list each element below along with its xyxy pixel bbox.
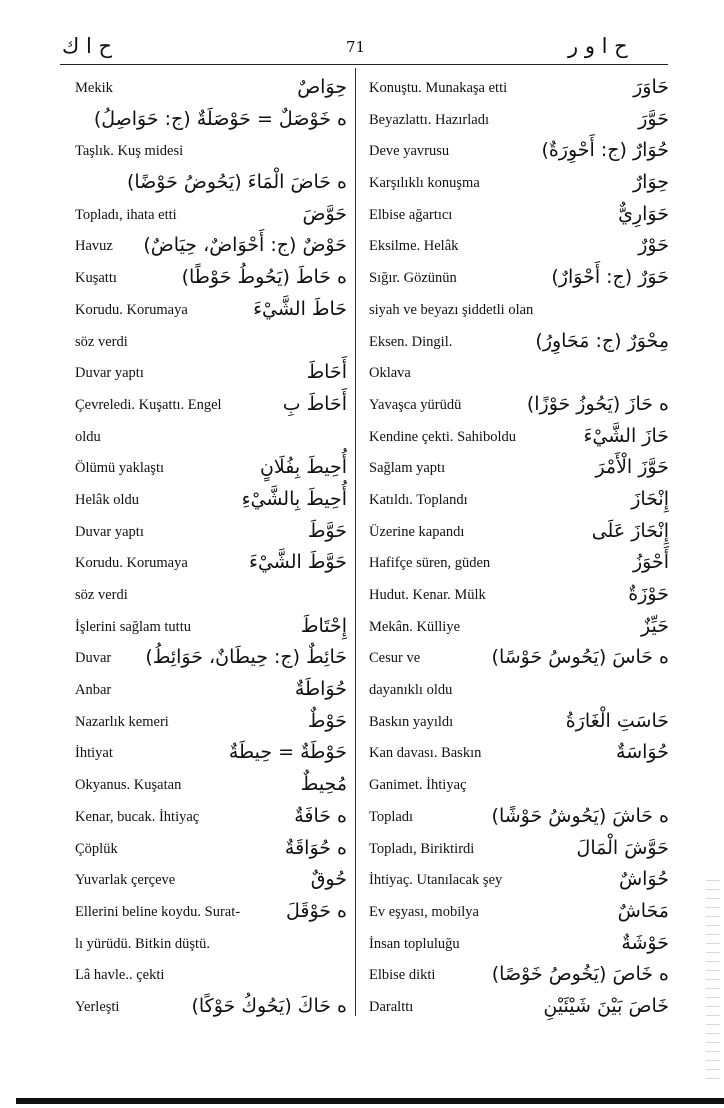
arabic-headword: حَيِّزٌ xyxy=(641,614,669,637)
turkish-meaning: Üzerine kapandı xyxy=(369,523,465,540)
dictionary-entry xyxy=(369,932,669,964)
dictionary-entry xyxy=(75,868,347,900)
right-column xyxy=(369,76,669,1027)
arabic-headword: ه خَوْصَلٌ = حَوْصَلَةٌ (ج: حَوَاصِلُ) xyxy=(93,107,347,130)
turkish-meaning: Korudu. Korumaya xyxy=(75,555,188,572)
turkish-meaning: İşlerini sağlam tuttu xyxy=(75,618,191,635)
dictionary-entry xyxy=(369,203,669,235)
dictionary-entry xyxy=(75,488,347,520)
dictionary-entry xyxy=(75,551,347,583)
bottom-scan-edge xyxy=(16,1098,724,1104)
turkish-meaning: dayanıklı oldu xyxy=(369,682,453,699)
header-left-title: ح ا ك xyxy=(62,34,113,58)
arabic-headword: خَاصَ بَيْنَ شَيْئَيْنِ xyxy=(543,994,669,1017)
dictionary-entry xyxy=(75,741,347,773)
arabic-headword: ه حَوْقَلَ xyxy=(285,899,347,922)
dictionary-entry xyxy=(369,868,669,900)
arabic-headword: حَوَّزَ الْأَمْرَ xyxy=(595,456,669,479)
arabic-headword: أَحْوَزُ xyxy=(632,551,669,574)
dictionary-entry xyxy=(369,425,669,457)
arabic-headword: إِنْحَازَ xyxy=(631,487,669,510)
dictionary-entry xyxy=(75,425,347,457)
dictionary-entry xyxy=(369,234,669,266)
dictionary-entry xyxy=(369,646,669,678)
arabic-headword: حُوَاطَةٌ xyxy=(294,678,347,701)
scan-artifact xyxy=(706,880,720,1080)
turkish-meaning: Ev eşyası, mobilya xyxy=(369,903,479,920)
turkish-meaning: Baskın yayıldı xyxy=(369,713,454,730)
turkish-meaning: Kan davası. Baskın xyxy=(369,745,482,762)
dictionary-entry xyxy=(369,805,669,837)
dictionary-entry xyxy=(75,234,347,266)
page-number: 71 xyxy=(346,38,366,56)
turkish-meaning: Okyanus. Kuşatan xyxy=(75,777,182,794)
arabic-headword: حَوْرٌ xyxy=(638,234,669,257)
header-rule xyxy=(60,64,668,65)
arabic-headword: حِوَاصٌ xyxy=(297,76,347,98)
dictionary-entry xyxy=(369,837,669,869)
dictionary-entry xyxy=(369,995,669,1027)
header-right-title: ح ا و ر xyxy=(568,34,628,58)
turkish-meaning: Elbise dikti xyxy=(369,967,436,984)
turkish-meaning: Kendine çekti. Sahiboldu xyxy=(369,428,516,445)
dictionary-entry xyxy=(369,139,669,171)
arabic-headword: حَاسَتِ الْغَارَةُ xyxy=(565,709,669,732)
dictionary-entry xyxy=(75,361,347,393)
page-header xyxy=(0,34,724,64)
turkish-meaning: söz verdi xyxy=(75,333,128,350)
turkish-meaning: siyah ve beyazı şiddetli olan xyxy=(369,301,534,318)
turkish-meaning: Beyazlattı. Hazırladı xyxy=(369,111,489,128)
turkish-meaning: Sığır. Gözünün xyxy=(369,270,457,287)
dictionary-entry xyxy=(369,678,669,710)
arabic-headword: إِحْتَاطَ xyxy=(300,614,347,637)
turkish-meaning: Mekân. Külliye xyxy=(369,618,461,635)
turkish-meaning: Helâk oldu xyxy=(75,491,140,508)
arabic-headword: ه حَاسَ (يَحُوسُ حَوْسًا) xyxy=(491,646,669,669)
arabic-headword: ه حَاشَ (يَحُوشُ حَوْشًا) xyxy=(491,804,669,827)
turkish-meaning: Katıldı. Toplandı xyxy=(369,491,468,508)
arabic-headword: حَوَارِيٌّ xyxy=(618,202,669,225)
arabic-headword: مَحَاشٌ xyxy=(617,899,669,922)
dictionary-entry xyxy=(369,330,669,362)
turkish-meaning: Deve yavrusu xyxy=(369,143,450,160)
dictionary-entry xyxy=(75,108,347,140)
turkish-meaning: Ganimet. İhtiyaç xyxy=(369,777,467,794)
turkish-meaning: söz verdi xyxy=(75,587,128,603)
arabic-headword: حَوَّشَ الْمَالَ xyxy=(576,836,669,859)
dictionary-entry xyxy=(75,393,347,425)
arabic-headword: حَوْضٌ (ج: أَحْوَاضٌ، حِيَاضٌ) xyxy=(143,234,347,257)
arabic-headword: حَوْشَةٌ xyxy=(621,931,669,954)
turkish-meaning: Havuz xyxy=(75,238,113,255)
dictionary-entry xyxy=(369,108,669,140)
arabic-headword: حَوْزَةٌ xyxy=(628,583,669,605)
dictionary-entry xyxy=(369,456,669,488)
dictionary-entry xyxy=(75,646,347,678)
turkish-meaning: Topladı, Biriktirdi xyxy=(369,840,475,857)
dictionary-entry xyxy=(75,76,347,108)
dictionary-entry xyxy=(369,963,669,995)
turkish-meaning: lı yürüdü. Bitkin düştü. xyxy=(75,935,210,952)
arabic-headword: حُوَاسَةٌ xyxy=(616,741,669,764)
dictionary-entry xyxy=(369,551,669,583)
arabic-headword: حُوَارٌ (ج: أَحْوِرَةٌ) xyxy=(541,139,669,162)
turkish-meaning: Çöplük xyxy=(75,840,118,857)
turkish-meaning: Yerleşti xyxy=(75,998,120,1015)
turkish-meaning: Çevreledi. Kuşattı. Engel xyxy=(75,396,222,413)
turkish-meaning: Daralttı xyxy=(369,998,414,1015)
arabic-headword: أُحِيطَ بِالشَّيْءِ xyxy=(241,487,347,510)
dictionary-entry xyxy=(369,615,669,647)
dictionary-entry xyxy=(75,520,347,552)
arabic-headword: أُحِيطَ بِفُلَانٍ xyxy=(259,456,347,479)
arabic-headword: ه حَاطَ (يَحُوطُ حَوْطًا) xyxy=(181,266,347,289)
arabic-headword: حَوَّرَ xyxy=(638,107,669,130)
left-column xyxy=(75,76,347,1027)
dictionary-entry xyxy=(75,837,347,869)
arabic-headword: حَاطَ الشَّيْءَ xyxy=(253,297,347,320)
turkish-meaning: İnsan topluluğu xyxy=(369,935,460,952)
dictionary-entry xyxy=(75,710,347,742)
dictionary-entry xyxy=(369,76,669,108)
dictionary-entry xyxy=(369,773,669,805)
turkish-meaning: İhtiyaç. Utanılacak şey xyxy=(369,872,503,889)
turkish-meaning: Yuvarlak çerçeve xyxy=(75,872,176,889)
column-divider xyxy=(355,68,356,1016)
arabic-headword: إِنْحَازَ عَلَى xyxy=(591,519,669,542)
dictionary-entry xyxy=(75,266,347,298)
arabic-headword: حَوَّطَ الشَّيْءَ xyxy=(249,551,347,574)
dictionary-entry xyxy=(75,963,347,995)
dictionary-entry xyxy=(75,298,347,330)
turkish-meaning: Korudu. Korumaya xyxy=(75,301,188,318)
dictionary-entry xyxy=(75,805,347,837)
dictionary-entry xyxy=(369,361,669,393)
dictionary-entry xyxy=(75,900,347,932)
arabic-headword: ه حَاضَ الْمَاءَ (يَحُوضُ حَوْضًا) xyxy=(126,171,347,194)
arabic-headword: حُوَاشٌ xyxy=(618,868,669,891)
dictionary-entry xyxy=(369,298,669,330)
turkish-meaning: Duvar yaptı xyxy=(75,523,144,540)
dictionary-entry xyxy=(75,330,347,362)
arabic-headword: ه حَازَ (يَحُوزُ حَوْزًا) xyxy=(526,392,669,415)
arabic-headword: أَحَاطَ xyxy=(306,361,347,384)
dictionary-entry xyxy=(75,678,347,710)
dictionary-entry xyxy=(369,583,669,615)
dictionary-entry xyxy=(369,710,669,742)
arabic-headword: حَازَ الشَّيْءَ xyxy=(583,424,669,447)
dictionary-entry xyxy=(369,266,669,298)
dictionary-entry xyxy=(75,583,347,615)
arabic-headword: أَحَاطَ بِ xyxy=(282,392,347,415)
dictionary-entry xyxy=(75,773,347,805)
turkish-meaning: Anbar xyxy=(75,682,112,699)
turkish-meaning: Eksen. Dingil. xyxy=(369,333,453,350)
arabic-headword: حَوَرٌ (ج: أَحْوَارٌ) xyxy=(551,266,669,289)
turkish-meaning: Duvar yaptı xyxy=(75,365,144,382)
dictionary-entry xyxy=(75,171,347,203)
turkish-meaning: Kenar, bucak. İhtiyaç xyxy=(75,808,200,825)
dictionary-entry xyxy=(369,488,669,520)
dictionary-entry xyxy=(369,741,669,773)
arabic-headword: ه حَاكَ (يَحُوكُ حَوْكًا) xyxy=(191,994,347,1017)
dictionary-entry xyxy=(75,995,347,1027)
arabic-headword: حِوَارٌ xyxy=(632,171,669,194)
arabic-headword: حَوْطٌ xyxy=(307,709,347,732)
turkish-meaning: Topladı, ihata etti xyxy=(75,206,177,223)
arabic-headword: ه حُوَاقَةٌ xyxy=(284,836,347,859)
turkish-meaning: Karşılıklı konuşma xyxy=(369,175,480,192)
arabic-headword: ه حَافَةٌ xyxy=(294,804,347,827)
dictionary-entry xyxy=(369,900,669,932)
turkish-meaning: Hudut. Kenar. Mülk xyxy=(369,587,486,603)
arabic-headword: حَوْطَةٌ = حِيطَةٌ xyxy=(228,741,347,764)
turkish-meaning: Mekik xyxy=(75,80,113,96)
dictionary-entry xyxy=(75,203,347,235)
dictionary-entry xyxy=(75,139,347,171)
arabic-headword: حَوَّضَ xyxy=(302,202,347,225)
arabic-headword: حَائِطٌ (ج: حِيطَانٌ، حَوَائِطُ) xyxy=(145,646,347,669)
dictionary-entry xyxy=(369,520,669,552)
turkish-meaning: Elbise ağartıcı xyxy=(369,206,453,223)
turkish-meaning: Taşlık. Kuş midesi xyxy=(75,143,184,160)
turkish-meaning: Duvar xyxy=(75,650,112,667)
dictionary-entry xyxy=(75,615,347,647)
turkish-meaning: İhtiyat xyxy=(75,745,113,762)
turkish-meaning: Eksilme. Helâk xyxy=(369,238,459,255)
turkish-meaning: Sağlam yaptı xyxy=(369,460,446,477)
turkish-meaning: Nazarlık kemeri xyxy=(75,713,169,730)
turkish-meaning: Yavaşca yürüdü xyxy=(369,396,462,413)
dictionary-entry xyxy=(75,456,347,488)
turkish-meaning: Lâ havle.. çekti xyxy=(75,967,165,984)
turkish-meaning: Ellerini beline koydu. Surat- xyxy=(75,903,241,920)
arabic-headword: حَوَّطَ xyxy=(307,519,347,542)
dictionary-entry xyxy=(369,171,669,203)
turkish-meaning: oldu xyxy=(75,428,101,445)
turkish-meaning: Ölümü yaklaştı xyxy=(75,460,165,477)
turkish-meaning: Cesur ve xyxy=(369,650,421,667)
turkish-meaning: Hafifçe süren, güden xyxy=(369,555,491,572)
turkish-meaning: Oklava xyxy=(369,365,411,382)
arabic-headword: حَاوَرَ xyxy=(633,76,669,98)
arabic-headword: مُحِيطٌ xyxy=(300,773,347,796)
arabic-headword: ه خَاصَ (يَخُوصُ خَوْصًا) xyxy=(491,963,669,986)
turkish-meaning: Konuştu. Munakaşa etti xyxy=(369,80,508,96)
dictionary-entry xyxy=(369,393,669,425)
turkish-meaning: Topladı xyxy=(369,808,414,825)
dictionary-entry xyxy=(75,932,347,964)
turkish-meaning: Kuşattı xyxy=(75,270,117,287)
arabic-headword: حُوقٌ xyxy=(310,868,347,891)
arabic-headword: مِحْوَرٌ (ج: مَحَاوِرُ) xyxy=(535,329,669,352)
